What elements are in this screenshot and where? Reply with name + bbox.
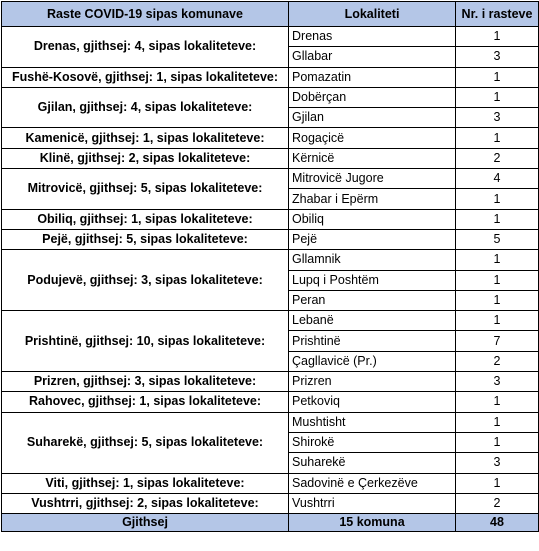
locality-cell: Lebanë — [289, 311, 456, 331]
total-communes: 15 komuna — [289, 514, 456, 532]
cases-cell: 1 — [456, 392, 539, 412]
table-row — [2, 250, 539, 270]
locality-cell: Pomazatin — [289, 67, 456, 87]
municipality-cell: Obiliq, gjithsej: 1, sipas lokaliteteve: — [2, 209, 289, 229]
cases-cell: 1 — [456, 290, 539, 310]
municipality-cell: Rahovec, gjithsej: 1, sipas lokaliteteve: — [2, 392, 289, 412]
locality-cell: Prishtinë — [289, 331, 456, 351]
locality-cell: Mushtisht — [289, 412, 456, 432]
table-row — [2, 372, 539, 392]
table-row — [2, 128, 539, 148]
municipality-cell: Suharekë, gjithsej: 5, sipas lokaliteteve: — [2, 412, 289, 473]
cases-cell: 5 — [456, 229, 539, 249]
municipality-column-header: Raste COVID-19 sipas komunave — [2, 2, 289, 27]
total-cases: 48 — [456, 514, 539, 532]
locality-cell: Kërnicë — [289, 148, 456, 168]
locality-cell: Gllabar — [289, 47, 456, 67]
cases-cell: 7 — [456, 331, 539, 351]
cases-cell: 3 — [456, 47, 539, 67]
locality-cell: Gjilan — [289, 108, 456, 128]
locality-cell: Zhabar i Epërm — [289, 189, 456, 209]
cases-cell: 3 — [456, 372, 539, 392]
municipality-cell: Prizren, gjithsej: 3, sipas lokaliteteve: — [2, 372, 289, 392]
locality-cell: Gllamnik — [289, 250, 456, 270]
cases-cell: 1 — [456, 27, 539, 47]
table-row — [2, 473, 539, 493]
locality-cell: Lupq i Poshtëm — [289, 270, 456, 290]
cases-cell: 4 — [456, 169, 539, 189]
table-row — [2, 169, 539, 189]
table-row — [2, 392, 539, 412]
total-label: Gjithsej — [2, 514, 289, 532]
municipality-cell: Mitrovicë, gjithsej: 5, sipas lokaliteteve: — [2, 169, 289, 210]
municipality-cell: Pejë, gjithsej: 5, sipas lokaliteteve: — [2, 229, 289, 249]
locality-cell: Peran — [289, 290, 456, 310]
cases-cell: 1 — [456, 209, 539, 229]
cases-cell: 2 — [456, 351, 539, 371]
locality-column-header: Lokaliteti — [289, 2, 456, 27]
locality-cell: Çagllavicë (Pr.) — [289, 351, 456, 371]
table-row — [2, 209, 539, 229]
cases-cell: 1 — [456, 270, 539, 290]
locality-cell: Vushtrri — [289, 493, 456, 513]
locality-cell: Petkoviq — [289, 392, 456, 412]
cases-cell: 1 — [456, 128, 539, 148]
municipality-cell: Prishtinë, gjithsej: 10, sipas lokaliteteve: — [2, 311, 289, 372]
municipality-cell: Kamenicë, gjithsej: 1, sipas lokaliteteve: — [2, 128, 289, 148]
cases-cell: 1 — [456, 432, 539, 452]
locality-cell: Dobërçan — [289, 87, 456, 107]
cases-cell: 1 — [456, 189, 539, 209]
locality-cell: Mitrovicë Jugore — [289, 169, 456, 189]
cases-cell: 1 — [456, 412, 539, 432]
cases-cell: 3 — [456, 108, 539, 128]
locality-cell: Rogaçicë — [289, 128, 456, 148]
table-row — [2, 67, 539, 87]
municipality-cell: Gjilan, gjithsej: 4, sipas lokaliteteve: — [2, 87, 289, 128]
cases-cell: 3 — [456, 453, 539, 473]
municipality-cell: Podujevë, gjithsej: 3, sipas lokaliteteve: — [2, 250, 289, 311]
municipality-cell: Drenas, gjithsej: 4, sipas lokaliteteve: — [2, 27, 289, 68]
table-row — [2, 229, 539, 249]
locality-cell: Suharekë — [289, 453, 456, 473]
table-row — [2, 493, 539, 513]
municipality-cell: Fushë-Kosovë, gjithsej: 1, sipas lokaliteteve: — [2, 67, 289, 87]
table-row — [2, 27, 539, 47]
cases-cell: 1 — [456, 87, 539, 107]
cases-cell: 1 — [456, 250, 539, 270]
table-body — [2, 27, 539, 514]
table-row — [2, 311, 539, 331]
cases-cell: 2 — [456, 493, 539, 513]
municipality-cell: Viti, gjithsej: 1, sipas lokaliteteve: — [2, 473, 289, 493]
municipality-cell: Klinë, gjithsej: 2, sipas lokaliteteve: — [2, 148, 289, 168]
covid-cases-table — [1, 1, 539, 532]
cases-cell: 2 — [456, 148, 539, 168]
locality-cell: Pejë — [289, 229, 456, 249]
locality-cell: Prizren — [289, 372, 456, 392]
locality-cell: Shirokë — [289, 432, 456, 452]
municipality-cell: Vushtrri, gjithsej: 2, sipas lokaliteteve: — [2, 493, 289, 513]
locality-cell: Sadovinë e Çerkezëve — [289, 473, 456, 493]
total-row — [2, 514, 539, 532]
cases-cell: 1 — [456, 473, 539, 493]
cases-column-header: Nr. i rasteve — [456, 2, 539, 27]
table-row — [2, 148, 539, 168]
header-row — [2, 2, 539, 27]
table-row — [2, 412, 539, 432]
table-row — [2, 87, 539, 107]
locality-cell: Obiliq — [289, 209, 456, 229]
cases-cell: 1 — [456, 311, 539, 331]
locality-cell: Drenas — [289, 27, 456, 47]
cases-cell: 1 — [456, 67, 539, 87]
